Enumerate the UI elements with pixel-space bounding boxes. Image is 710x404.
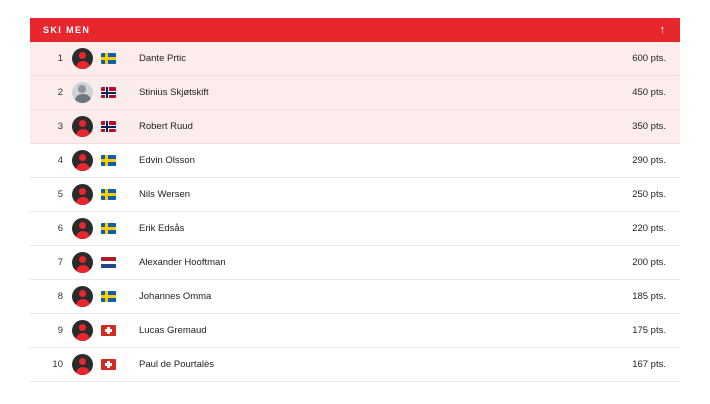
- flag-icon: [101, 359, 116, 370]
- avatar: [72, 218, 93, 239]
- flag-icon: [101, 257, 116, 268]
- table-row[interactable]: [30, 280, 680, 314]
- athlete-name: Erik Edsås: [139, 223, 185, 234]
- leaderboard-panel: [30, 18, 680, 382]
- points-value: 290 pts.: [632, 155, 666, 166]
- flag-icon: [101, 189, 116, 200]
- avatar-body: [76, 265, 90, 274]
- leaderboard-rows: [30, 42, 680, 382]
- avatar-body: [76, 299, 90, 308]
- rank-label: 1: [57, 53, 63, 64]
- avatar-head: [79, 256, 86, 263]
- avatar-head: [79, 52, 86, 59]
- flag-stripe: [101, 92, 116, 94]
- athlete-name: Edvin Olsson: [139, 155, 195, 166]
- avatar-head: [79, 222, 86, 229]
- avatar: [72, 48, 93, 69]
- panel-header: [30, 18, 680, 42]
- rank-label: 10: [52, 359, 63, 370]
- flag-stripe: [101, 126, 116, 128]
- points-value: 600 pts.: [632, 53, 666, 64]
- table-row[interactable]: [30, 348, 680, 382]
- rank-label: 2: [57, 87, 63, 98]
- flag-cross: [105, 329, 112, 332]
- avatar-head: [79, 154, 86, 161]
- flag-icon: [101, 291, 116, 302]
- flag-icon: [101, 325, 116, 336]
- avatar-head: [79, 290, 86, 297]
- points-value: 350 pts.: [632, 121, 666, 132]
- rank-label: 4: [57, 155, 63, 166]
- avatar-body: [76, 163, 90, 172]
- avatar: [72, 354, 93, 375]
- avatar: [72, 320, 93, 341]
- athlete-name: Paul de Pourtalès: [139, 359, 214, 370]
- rank-label: 9: [57, 325, 63, 336]
- avatar: [72, 286, 93, 307]
- avatar-body: [76, 367, 90, 376]
- points-value: 250 pts.: [632, 189, 666, 200]
- table-row[interactable]: [30, 76, 680, 110]
- avatar-body: [76, 197, 90, 206]
- table-row[interactable]: [30, 110, 680, 144]
- avatar-head: [79, 120, 86, 127]
- rank-label: 6: [57, 223, 63, 234]
- avatar-body: [76, 333, 90, 342]
- athlete-name: Dante Prtic: [139, 53, 186, 64]
- rank-label: 7: [57, 257, 63, 268]
- avatar-body: [75, 94, 91, 104]
- avatar: [72, 184, 93, 205]
- rank-label: 5: [57, 189, 63, 200]
- flag-icon: [101, 87, 116, 98]
- athlete-name: Johannes Omma: [139, 291, 212, 302]
- rank-label: 8: [57, 291, 63, 302]
- athlete-name: Alexander Hooftman: [139, 257, 226, 268]
- points-value: 450 pts.: [632, 87, 666, 98]
- avatar-head: [79, 188, 86, 195]
- avatar-head: [79, 324, 86, 331]
- athlete-name: Nils Wersen: [139, 189, 191, 200]
- avatar-body: [76, 231, 90, 240]
- table-row[interactable]: [30, 246, 680, 280]
- points-value: 185 pts.: [632, 291, 666, 302]
- flag-stripe: [101, 264, 116, 268]
- flag-icon: [101, 223, 116, 234]
- table-row[interactable]: [30, 42, 680, 76]
- rank-label: 3: [57, 121, 63, 132]
- avatar-body: [76, 129, 90, 138]
- points-value: 175 pts.: [632, 325, 666, 336]
- points-value: 200 pts.: [632, 257, 666, 268]
- arrow-up-icon[interactable]: ↑: [659, 23, 665, 36]
- table-row[interactable]: [30, 178, 680, 212]
- flag-cross: [105, 363, 112, 366]
- athlete-name: Stinius Skjøtskift: [139, 87, 209, 98]
- avatar: [72, 150, 93, 171]
- avatar-head: [79, 358, 86, 365]
- flag-stripe: [101, 257, 116, 261]
- flag-icon: [101, 155, 116, 166]
- flag-icon: [101, 121, 116, 132]
- avatar: [72, 116, 93, 137]
- athlete-name: Robert Ruud: [139, 121, 193, 132]
- flag-icon: [101, 53, 116, 64]
- table-row[interactable]: [30, 314, 680, 348]
- avatar: [72, 252, 93, 273]
- points-value: 220 pts.: [632, 223, 666, 234]
- avatar-body: [76, 61, 90, 70]
- athlete-name: Lucas Gremaud: [139, 325, 207, 336]
- page-title: SKI MEN: [43, 24, 91, 35]
- avatar-head: [78, 85, 86, 93]
- avatar: [72, 82, 93, 103]
- table-row[interactable]: [30, 144, 680, 178]
- points-value: 167 pts.: [632, 359, 666, 370]
- table-row[interactable]: [30, 212, 680, 246]
